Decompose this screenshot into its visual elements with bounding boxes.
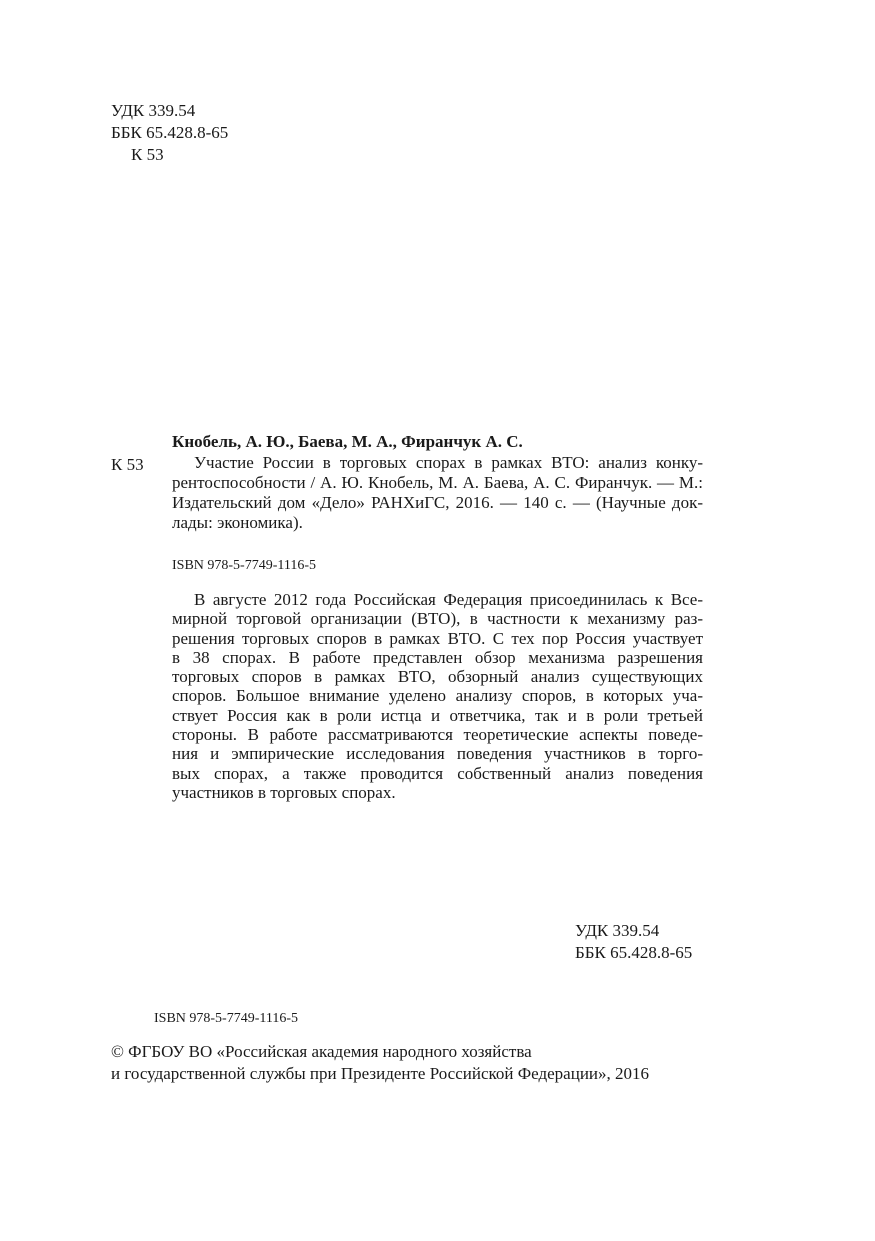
- copyright-line: © ФГБОУ ВО «Российская академия народного хозяйства: [111, 1042, 532, 1061]
- biblio-line: Участие России в торговых спорах в рамках ВТО: анализ конку-: [194, 453, 703, 472]
- abstract-line: стороны. В работе рассматриваются теоретические аспекты поведе-: [172, 725, 703, 745]
- biblio-line: Издательский дом «Дело» РАНХиГС, 2016. — 140 с. — (Научные док-: [172, 493, 703, 512]
- copyright-notice: [111, 1041, 649, 1085]
- abstract: [172, 590, 703, 802]
- authors-heading: Кнобель, А. Ю., Баева, М. А., Фиранчук А. С.: [172, 432, 523, 451]
- isbn-footer: ISBN 978-5-7749-1116-5: [154, 1011, 299, 1026]
- abstract-line: участников в торговых спорах.: [172, 782, 396, 802]
- bbk-code: ББК 65.428.8-65: [111, 123, 229, 142]
- udk-code: УДК 339.54: [575, 921, 660, 940]
- bottom-classification-codes: [575, 920, 692, 964]
- abstract-line: в 38 спорах. В работе представлен обзор механизма разрешения: [172, 647, 703, 667]
- abstract-line: В августе 2012 года Российская Федерация присоединилась к Все-: [194, 590, 703, 609]
- copyright-line: и государственной службы при Президенте Российской Федерации», 2016: [111, 1064, 650, 1083]
- abstract-line: торговых споров в рамках ВТО, обзорный анализ существующих: [172, 667, 703, 687]
- author-sign: К 53: [131, 145, 164, 164]
- bbk-code: ББК 65.428.8-65: [575, 943, 693, 962]
- record-author-sign: К 53: [111, 455, 144, 474]
- abstract-line: решения торговых споров в рамках ВТО. С тех пор Россия участвует: [172, 628, 703, 648]
- bibliographic-description: [172, 453, 703, 533]
- abstract-line: вых спорах, а также проводится собственный анализ поведения: [172, 763, 703, 783]
- isbn-record: ISBN 978-5-7749-1116-5: [172, 558, 317, 573]
- abstract-line: ния и эмпирические исследования поведения участников в торго-: [172, 744, 703, 764]
- udk-code: УДК 339.54: [111, 101, 196, 120]
- biblio-line: рентоспособности / А. Ю. Кнобель, М. А. Баева, А. С. Фиранчук. — М.:: [172, 473, 703, 492]
- abstract-line: споров. Большое внимание уделено анализу споров, в которых уча-: [172, 686, 703, 706]
- abstract-line: ствует Россия как в роли истца и ответчика, так и в роли третьей: [172, 705, 703, 725]
- abstract-line: мирной торговой организации (ВТО), в частности к механизму раз-: [172, 609, 703, 629]
- biblio-line: лады: экономика).: [172, 513, 303, 532]
- top-classification-codes: [111, 100, 228, 166]
